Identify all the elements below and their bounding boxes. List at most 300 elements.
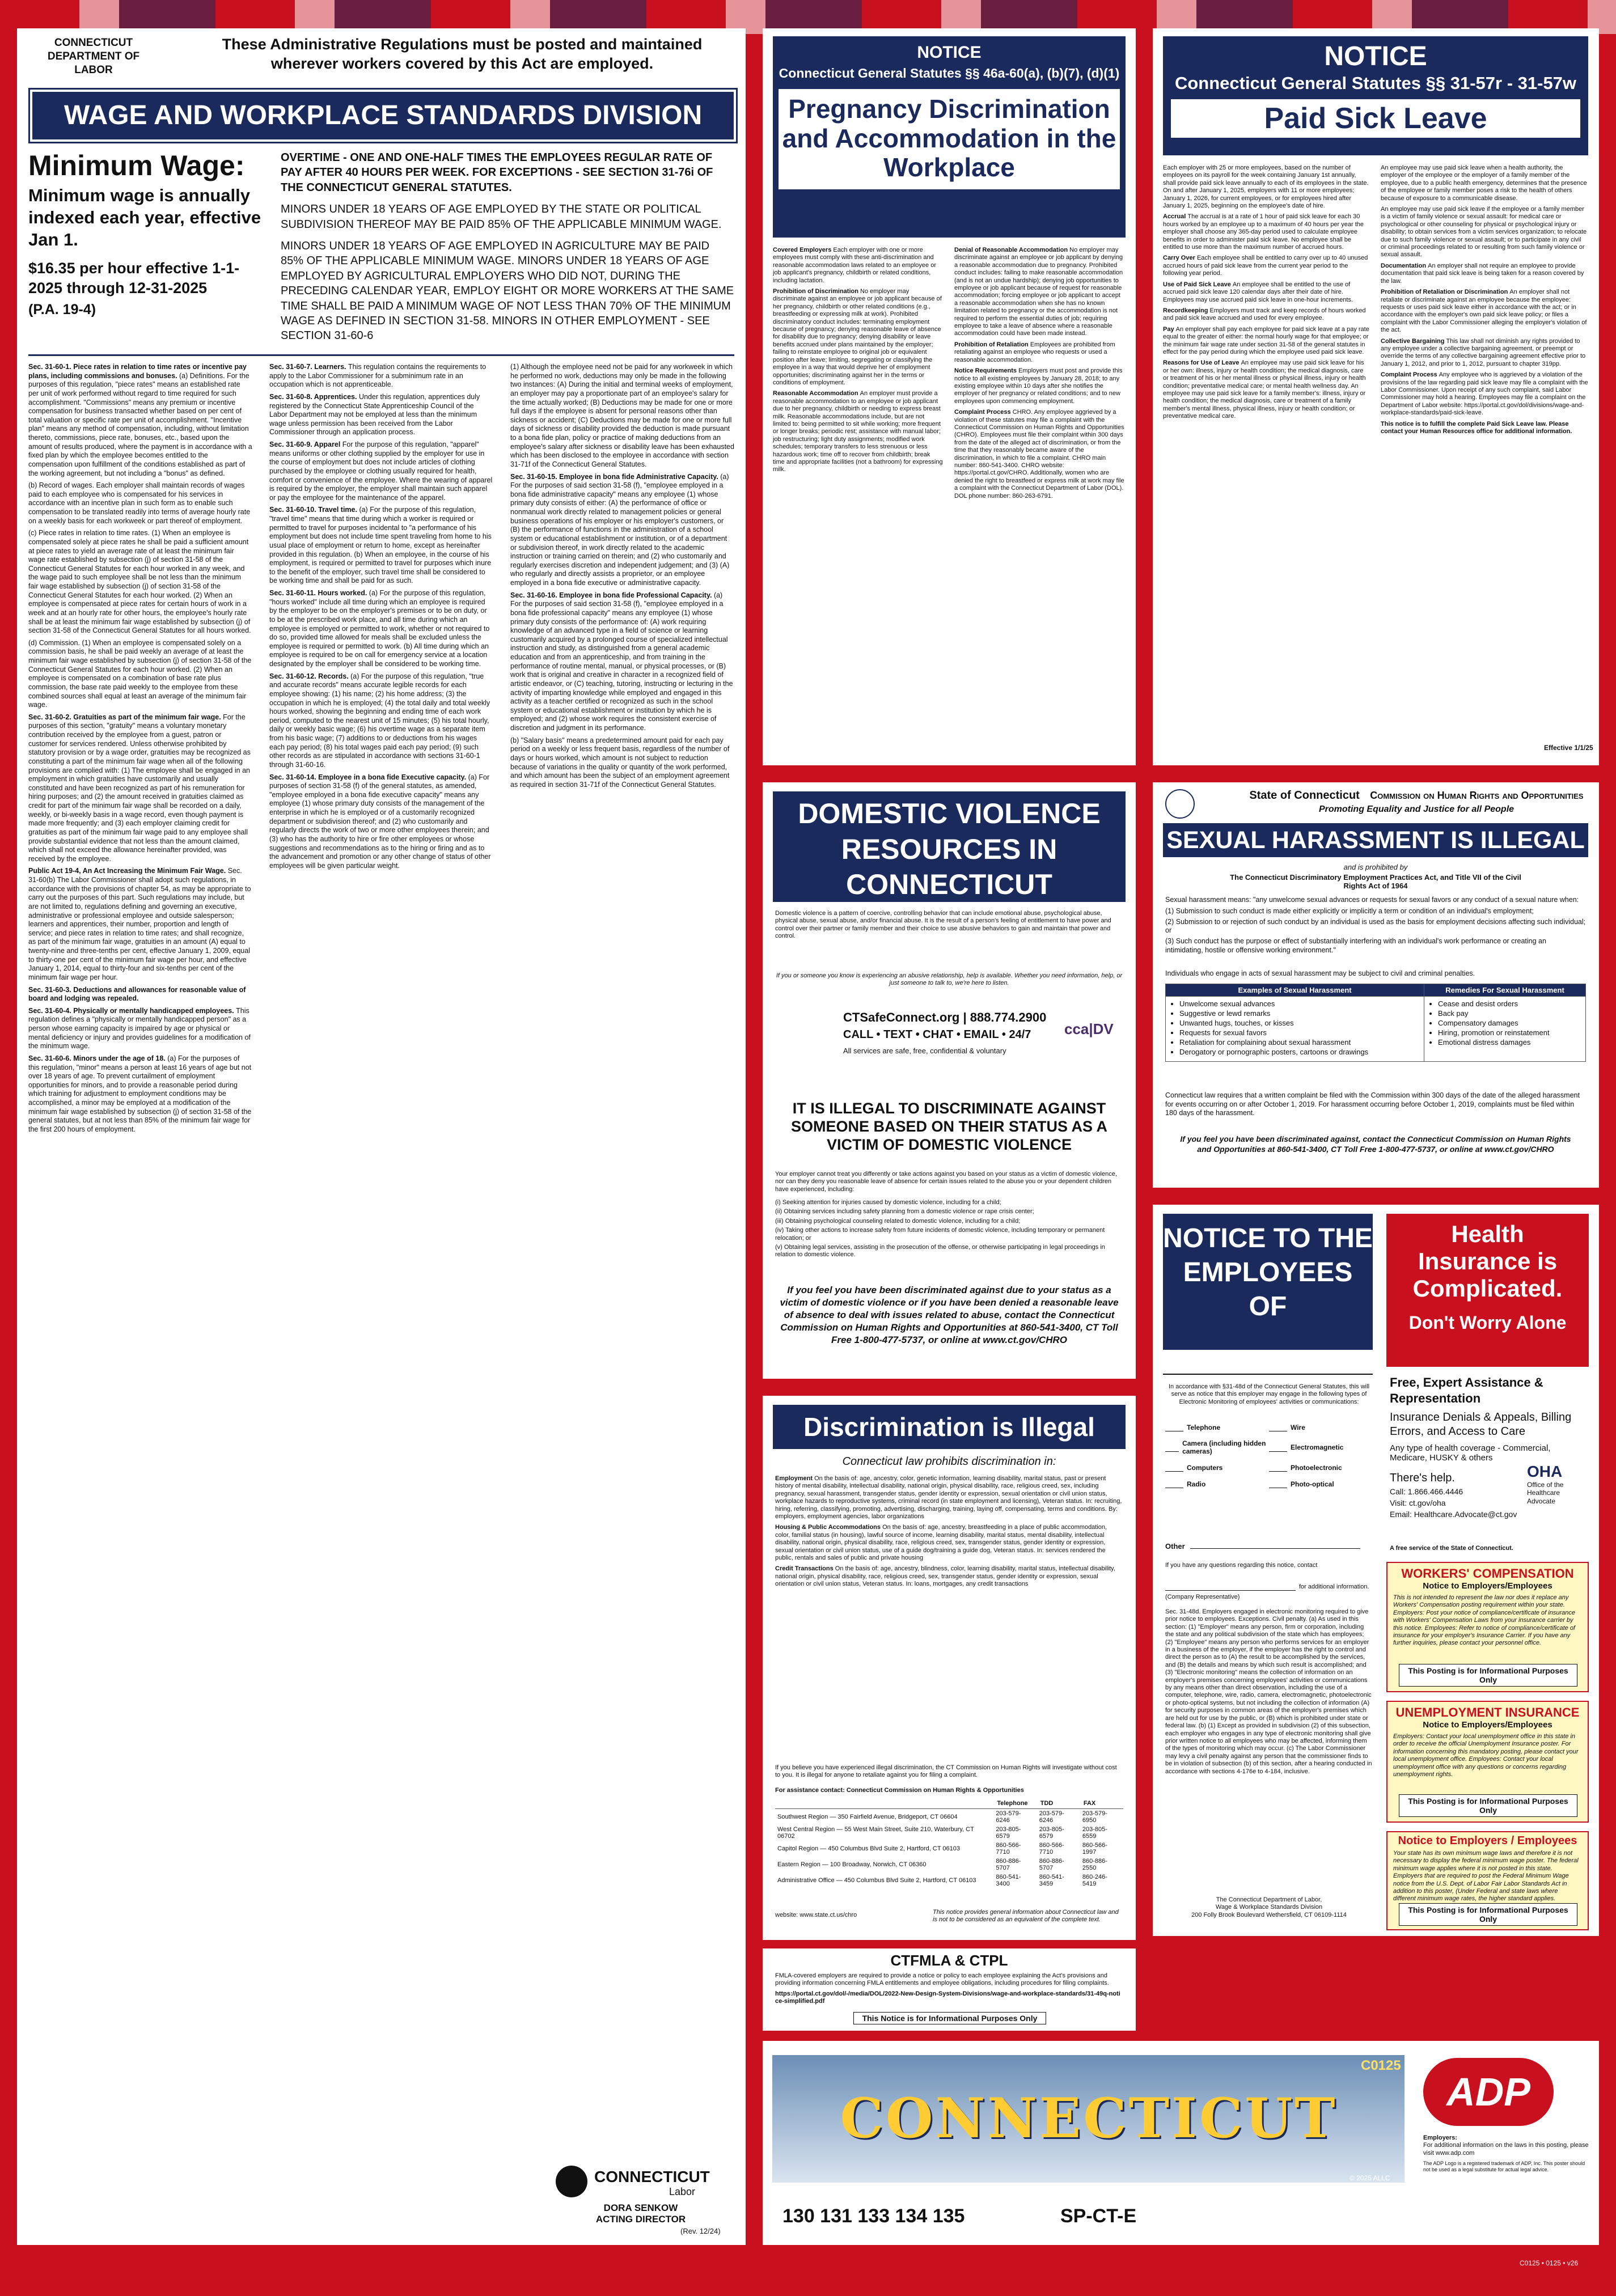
sh-example-item: • Retaliation for complaining about sexual harassment	[1179, 1038, 1420, 1047]
health-free-service: A free service of the State of Connecticut.	[1390, 1545, 1513, 1552]
section-heading: Sec. 31-60-14. Employee in a bona fide Executive capacity.	[269, 773, 468, 781]
disc-contact-label: For assistance contact: Connecticut Commission on Human Rights & Opportunities	[775, 1787, 1024, 1794]
ne-intro: In accordance with §31-48d of the Connecticut General Statutes, this will serve as notice that this employer may engage in the following types of Electronic Monitoring of employees' activities or communications:	[1168, 1383, 1370, 1405]
notice-employees-panel	[1153, 1205, 1599, 1936]
section-text: Employees are prohibited from retaliating against an employee who requests or used a reasonable accommodation.	[954, 341, 1115, 363]
sh-remedies-list	[1424, 997, 1586, 1062]
section-paragraph	[773, 390, 943, 473]
minors-text-1: MINORS UNDER 18 YEARS OF AGE EMPLOYED BY THE STATE OR POLITICAL SUBDIVISION THEREOF MAY BE PAID 85% OF THE APPLICABLE MINIMUM WAGE.	[281, 203, 722, 231]
disc-table-header: FAX	[1080, 1798, 1123, 1809]
disc-office-cell: 203-805-6579	[1039, 1826, 1064, 1840]
disc-office-cell: 860-886-5707	[996, 1858, 1021, 1871]
regs-col1	[28, 363, 252, 2234]
section-text: Under this regulation, apprentices duly registered by the Connecticut State Apprenticeship Council of the Labor Department may not be employed at less than the minimum wage unless permission has been received from the Labor Commissioner through an application process.	[269, 392, 480, 437]
section-heading: Prohibition of Retaliation or Discrimination	[1381, 289, 1510, 296]
section-heading: Sec. 31-60-1. Piece rates in relation to time rates or incentive pay plans, including commissions and bonuses.	[28, 363, 247, 380]
section-text: An employer must provide a reasonable accommodation to an employee or job applicant due to her pregnancy, childbirth or needing to express breast milk. Reasonable accommodations include, but are not limited to: being permitted to sit while working; more frequent or longer breaks; periodic rest; assistance with manual labor; job restructuring; light duty assignments; modified work schedules; temporary transfers to less strenuous or less hazardous work; time off to recover from childbirth; break time and appropriate facilities (not a bathroom) for expressing milk.	[773, 390, 943, 473]
disc-disclaimer: This notice provides general information about Connecticut law and is not to be considered as an equivalent of the complete text.	[933, 1909, 1119, 1924]
section-heading: Accrual	[1163, 213, 1188, 221]
dv-illegal-text: Your employer cannot treat you differently or take actions against you based on your status as a victim of domestic violence, nor can they deny you reasonable leave of absence for certain issues related to the abuse you or your dependent children have experienced, including:	[775, 1171, 1117, 1193]
section-paragraph	[28, 986, 252, 1003]
section-text: For the purpose of this regulation, "apparel" means uniforms or other clothing supplied by the employer for use in the course of employment but does not include articles of clothing purchased by the employee or clothing usually required for health, comfort or convenience of the employee. Where the wearing of apparel is required by the employer, the employer shall maintain such apparel or pay the employee for the maintenance of the apparel.	[269, 440, 493, 502]
section-paragraph	[269, 773, 493, 871]
dv-illegal-title: IT IS ILLEGAL TO DISCRIMINATE AGAINST SOMEONE BASED ON THEIR STATUS AS A VICTIM OF DOMESTIC VIOLENCE	[790, 1100, 1108, 1153]
section-paragraph	[510, 736, 734, 790]
footer-page-code: C0125 • 0125 • v26	[1520, 2259, 1579, 2267]
health-title-2: Insurance is	[1418, 1248, 1558, 1274]
section-paragraph	[775, 1565, 1123, 1588]
section-paragraph	[1163, 307, 1370, 323]
health-title-1: Health	[1451, 1221, 1524, 1247]
sh-remedy-item: • Back pay	[1438, 1009, 1582, 1018]
health-title-3: Complicated.	[1412, 1275, 1563, 1302]
section-text: On the basis of: age, ancestry, blindness, color, learning disability, marital status, intellectual disability, national origin, physical disability, race, religious creed, sex, transgender status, gender identity or expression, sexual orientation or civil union status, Veteran status. In: loans, mortgages, any credit transactions	[775, 1565, 1115, 1588]
section-heading: Sec. 31-60-2. Gratuities as part of the minimum fair wage.	[28, 713, 223, 721]
ne-questions: If you have any questions regarding this notice, contact	[1165, 1562, 1318, 1569]
sexual-harassment-panel	[1153, 782, 1599, 1188]
section-text: This law shall not diminish any rights provided to any employee under a collective bargaining agreement, or preempt or override the terms of any collective bargaining agreement effective prior to January 1, 2012, and prior to 1, 2012, pursuant to chapter 319pp.	[1381, 337, 1586, 367]
domestic-violence-panel	[763, 782, 1136, 1379]
section-heading: Credit Transactions	[775, 1565, 835, 1573]
director-name: DORA SENKOW	[603, 2202, 678, 2213]
workers-comp-box	[1386, 1562, 1589, 1692]
section-text: (a) For the purpose of this regulation, "travel time" means that time during which a worker is required or permitted to travel for purposes incidental to "a performance of his employment but does not include time spent traveling from home to his usual place of employment or return to home, except as hereinafter provided in this regulation. (b) When an employee, in the course of his employment, is required or permitted to travel for purposes which inure to the benefit of the employer, such travel time shall be considered to be working time and shall be paid for as such.	[269, 506, 492, 585]
dv-help: If you or someone you know is experiencing an abusive relationship, help is available. Whether you need information, help, or just someone to talk to, we're here to listen.	[776, 972, 1123, 987]
ne-agency-2: Wage & Workplace Standards Division	[1215, 1904, 1323, 1911]
ne-checkbox-line[interactable]	[1269, 1463, 1287, 1472]
sh-liability: Individuals who engage in acts of sexual harassment may be subject to civil and criminal penalties.	[1165, 969, 1475, 977]
section-paragraph	[28, 1007, 252, 1051]
section-paragraph	[773, 247, 943, 285]
section-heading: Sec. 31-60-6. Minors under the age of 18.	[28, 1054, 168, 1062]
ne-contact-line	[1165, 1590, 1296, 1591]
disc-office-cell: 203-579-6246	[1039, 1810, 1064, 1824]
regs-col2	[269, 363, 493, 2234]
dept-line2: DEPARTMENT OF LABOR	[47, 50, 140, 76]
oha-logo	[1527, 1463, 1589, 1505]
adp-logo-text: ADP	[1446, 2070, 1530, 2114]
pregnancy-right-col	[954, 247, 1126, 754]
minimum-wage-box	[28, 150, 266, 346]
section-heading: Sec. 31-60-4. Physically or mentally handicapped employees.	[28, 1006, 236, 1015]
health-visit: Visit: ct.gov/oha	[1390, 1498, 1446, 1507]
disc-office-row	[775, 1873, 1123, 1888]
dv-item: (ii) Obtaining services including safety planning from a domestic violence or rape crisis center;	[775, 1208, 1034, 1215]
dol-logo-icon	[556, 2166, 587, 2197]
ne-type-label: Camera (including hidden cameras)	[1182, 1439, 1266, 1455]
section-text: An employer shall pay each employee for paid sick leave at a pay rate equal to the greater of either: the normal hourly wage for that employee; or the minimum fair wage rate under section 31-58 of the general statutes in effect for the pay period during which the employee used paid sick leave.	[1163, 325, 1369, 355]
dol-logo-name: CONNECTICUT	[594, 2168, 710, 2185]
ct-seal-icon	[1165, 789, 1195, 819]
ne-other-line	[1190, 1548, 1360, 1549]
section-paragraph	[775, 1524, 1123, 1562]
section-text: Each employee shall be entitled to carry over up to 40 unused accrued hours of paid sick leave from the current year period to the following year period.	[1163, 255, 1368, 277]
section-text: Employers must track and keep records of hours worked and paid sick leave accrued and used for every employee.	[1163, 307, 1366, 322]
ne-type-label: Telephone	[1187, 1423, 1221, 1431]
section-text: (a) For the purposes of said section 31-58 (f), "employee employed in a bona fide administrative capacity" means any employee (1) whose primary duty consists of either: (A) the performance of office or nonmanual work directly related to management policies or general business operations of his employer or his employer's customers, or (B) the performance of functions in the administration of a school system or educational establishment or institution, or of a department or subdivision thereof, in work directly related to the academic instruction or training carried on therein; and (2) who customarily and regularly exercises discretion and independent judgement; and (3) (A) who regularly and directly assists a proprietor, or an employee employed in a bona fide executive or administrative capacity.	[510, 472, 730, 587]
section-paragraph	[1163, 164, 1370, 210]
dol-logo-sub: Labor	[669, 2186, 696, 2197]
sh-condition: (3) Such conduct has the purpose or effect of substantially interfering with an individual's work performance or creating an intimidating, hostile or offensive working environment."	[1165, 937, 1546, 954]
pregnancy-panel	[763, 28, 1136, 765]
nte-note: This Posting is for Informational Purposes Only	[1399, 1903, 1577, 1926]
ne-checkbox-line[interactable]	[1269, 1480, 1287, 1488]
sh-examples-header: Examples of Sexual Harassment	[1166, 984, 1424, 997]
sh-title: SEXUAL HARASSMENT IS ILLEGAL	[1163, 823, 1588, 857]
dv-title: DOMESTIC VIOLENCE RESOURCES IN CONNECTICUT	[773, 791, 1126, 902]
ui-text: Employers: Contact your local unemployment office in this state in order to receive the official Unemployment Insurance poster. For information concerning this mandatory posting, please contact your local unemployment office. Employees: Contact your local unemployment office with any questions or concerns regarding unemployment rights.	[1393, 1733, 1579, 1778]
section-text: (a) For the purposes of said section 31-58 (f), "employee employed in a bona fide professional capacity" means any employee (1) whose primary duty consists of the performance of: (A) work requiring knowledge of an advanced type in a field of science or learning customarily acquired by a prolonged course of specialized intellectual instruction and study, as distinguished from a general academic education and from an apprenticeship, and from training in the performance of routine mental, manual, or physical processes, or (B) work that is original and creative in character in a recognized field of artistic endeavor, or (C) teaching, tutoring, instructing or lecturing in the activity of imparting knowledge while employed and engaged in this activity as a teacher certified or recognized as such in the school system or educational establishment or institution by which he is employed; and (2) whose work requires the consistent exercise of discretion and judgment in its performance.	[510, 591, 733, 732]
dv-item: (i) Seeking attention for injuries caused by domestic violence, including for a child;	[775, 1199, 1001, 1206]
ne-title: NOTICE TO THE EMPLOYEES OF	[1163, 1214, 1373, 1350]
sh-contact: If you feel you have been discriminated against, contact the Connecticut Commission on Human Rights and Opportunities at 860-541-3400, CT Toll Free 1-800-477-5737, or online at www.ct.gov/CHRO	[1180, 1134, 1571, 1154]
disc-table-header: TDD	[1037, 1798, 1080, 1809]
sh-remedy-item: • Compensatory damages	[1438, 1019, 1582, 1027]
disc-subtitle: Connecticut law prohibits discrimination in:	[842, 1455, 1056, 1468]
health-types: Any type of health coverage - Commercial, Medicare, HUSKY & others	[1390, 1443, 1551, 1463]
pregnancy-statutes: Connecticut General Statutes §§ 46a-60(a), (b)(7), (d)(1)	[779, 66, 1120, 81]
pregnancy-header	[773, 36, 1126, 238]
section-text: This regulation contains the requirements to apply to the Labor Commissioner for a subminimum rate in an occupation which is not apprenticeable.	[269, 363, 487, 389]
section-heading: Sec. 31-60-3. Deductions and allowances for reasonable value of board and lodging was repealed.	[28, 985, 246, 1003]
section-text: On the basis of: age, ancestry, breastfeeding in a place of public accommodation, color, familial status (in housing), lawful source of income, learning disability, marital status, mental disability, intellectual disability, national origin, physical disability, race, religious creed, sex, transgender status, gender identity or expression, sexual orientation or civil union status, use of a guide dog/training a guide dog, Veteran status. In: services rendered the public, rentals and sales of public and private housing	[775, 1524, 1107, 1562]
director-title: ACTING DIRECTOR	[595, 2214, 686, 2225]
section-text: (b) "Salary basis" means a predetermined amount paid for each pay period on a weekly or less frequent basis, regardless of the number of days or hours worked, which amount is not subject to reduction because of variations in the quality or quantity of the work performed, and which amount has been the subject of an employment agreement as required in section 31-71f of the Connecticut General Statutes.	[510, 736, 730, 789]
sh-remedies-header: Remedies For Sexual Harassment	[1424, 984, 1586, 997]
admin-line1: These Administrative Regulations must be posted and maintained	[222, 36, 703, 53]
section-heading: Sec. 31-60-11. Hours worked.	[269, 589, 369, 597]
ne-type-label: Photo-optical	[1291, 1480, 1334, 1488]
sh-example-item: • Unwanted hugs, touches, or kisses	[1179, 1019, 1420, 1027]
section-paragraph	[1381, 371, 1588, 417]
ne-checkbox-line[interactable]	[1269, 1443, 1287, 1452]
section-heading: Complaint Process	[954, 409, 1013, 416]
section-text: Sec. 31-60(b) The Labor Commissioner shall adopt such regulations, in accordance with the provisions of chapter 54, as may be appropriate to carry out the purposes of this part. Such regulations may include, but are not limited to, regulations defining and governing an executive, administrative or professional employee and outside salesperson; learners and apprentices, their number, proportion and length of service; and piece rates in relation to time rates; and shall recognize, as part of the minimum fair wage, gratuities in an amount (A) equal to twenty-nine and three-tenths per cent, effective January 1, 2009, equal to thirty-one per cent of the minimum fair wage per hour, and effective January 1, 2014, equal to thirty-four and six-tenths per cent of the minimum fair wage per hour.	[28, 867, 251, 981]
paid-sick-panel	[1153, 28, 1599, 765]
regs-col3	[510, 363, 734, 2154]
ne-checkbox-line[interactable]	[1165, 1423, 1183, 1431]
min-wage-subtitle: Minimum wage is annually indexed each year, effective Jan 1.	[28, 185, 261, 249]
sh-conditions	[1165, 907, 1586, 956]
sh-condition: (2) Submission to or rejection of such conduct by an individual is used as the basis for employment decisions affecting such individual; or	[1165, 917, 1586, 935]
ui-title: UNEMPLOYMENT INSURANCE	[1395, 1705, 1580, 1719]
sh-definition: Sexual harassment means: "any unwelcome sexual advances or requests for sexual favors or any conduct of a sexual nature when:	[1165, 896, 1579, 904]
footer-state: CONNECTICUT	[840, 2086, 1338, 2150]
section-text: (d) Commission. (1) When an employee is compensated solely on a commission basis, he shall be paid weekly an average of at least the minimum fair wage established by subsection (j) of section 31-58 of the Connecticut General Statutes for each hour worked. (2) When an employee is compensated on a combination of base rate plus commission, the base rate paid weekly to the employee from these combined sources shall equal at least an average of the minimum fair wage.	[28, 638, 252, 709]
section-heading: Sec. 31-60-15. Employee in bona fide Administrative Capacity.	[510, 472, 721, 481]
min-wage-pa: (P.A. 19-4)	[28, 302, 96, 318]
dv-item: (iv) Taking other actions to increase safety from future incidents of domestic violence, including temporary or permanent relocation; or	[775, 1227, 1105, 1242]
wage-panel	[17, 28, 746, 2245]
overtime-box	[281, 150, 734, 344]
disc-office-cell: West Central Region — 55 West Main Street, Suite 210, Waterbury, CT 06702	[777, 1826, 974, 1840]
section-paragraph	[1381, 338, 1588, 368]
section-text: This regulation defines a "physically or mentally handicapped person" as a person whose earning capacity is impaired by age or physical or mental deficiency or injury and provides guidelines for a modification of the minimum wage.	[28, 1006, 251, 1050]
section-heading: Prohibition of Discrimination	[773, 288, 860, 295]
dv-contact: If you feel you have been discriminated against due to your status as a victim of domestic violence or if you have been denied a reasonable leave of absence to deal with issues related to abuse, contact the Connecticut Commission on Human Rights and Opportunities at 860-541-3400, CT Toll Free 1-800-477-5737, or online at www.ct.gov/CHRO	[780, 1285, 1119, 1346]
revision-date: (Rev. 12/24)	[680, 2227, 721, 2235]
ne-agency-1: The Connecticut Department of Labor,	[1216, 1896, 1322, 1903]
ne-type-label: Photoelectronic	[1291, 1463, 1342, 1472]
min-wage-title: Minimum Wage:	[28, 150, 245, 181]
sh-condition: (1) Submission to such conduct is made either explicitly or implicitly a term or condition of an individual's employment;	[1165, 907, 1534, 915]
paid-sick-right-col	[1381, 164, 1588, 731]
section-paragraph	[510, 363, 734, 469]
section-paragraph	[1381, 206, 1588, 259]
section-heading: Sec. 31-60-9. Apparel	[269, 440, 342, 448]
section-heading: Reasonable Accommodation	[773, 390, 860, 397]
paid-sick-effective: Effective 1/1/25	[1544, 744, 1593, 752]
section-heading: Use of Paid Sick Leave	[1163, 281, 1233, 288]
section-paragraph	[954, 367, 1126, 405]
section-paragraph	[954, 247, 1126, 338]
dv-services: All services are safe, free, confidential & voluntary	[843, 1047, 1006, 1055]
section-paragraph	[954, 409, 1126, 500]
sh-example-item: • Suggestive or lewd remarks	[1179, 1009, 1420, 1018]
section-heading: Documentation	[1381, 262, 1428, 269]
section-text: An employee may use paid sick leave if the employee or a family member is a victim of family violence or sexual assault: for medical care or psychological or other counseling for physical or psychological injury or disability; to obtain services from a victim services organization; to relocate due to such family violence or sexual assault; or to participate in any civil or criminal proceedings related to or resulting from such family violence or sexual assault.	[1381, 206, 1587, 259]
wc-sub: Notice to Employers/Employees	[1423, 1581, 1552, 1591]
disc-office-cell: 860-541-3400	[996, 1874, 1021, 1887]
section-heading: Housing & Public Accommodations	[775, 1524, 883, 1531]
sh-remedy-item: • Emotional distress damages	[1438, 1038, 1582, 1047]
section-paragraph	[28, 481, 252, 526]
ne-type-label: Radio	[1187, 1480, 1206, 1488]
section-text: CHRO. Any employee aggrieved by a violation of these statutes may file a complaint with the Connecticut Commission on Human Rights and Opportunities (CHRO). Employees must file their complaint within 300 days from the date of the alleged act of discrimination, or from the time that they reasonably became aware of the discrimination, in which to file a complaint. CHRO main number: 860-541-3400. CHRO website: https://portal.ct.gov/CHRO. Additionally, women who are denied the right to breastfeed or express milk at work may file a complaint with the Connecticut Department of Labor (DOL). DOL phone number: 860-263-6791.	[954, 409, 1124, 499]
disc-office-row	[775, 1825, 1123, 1841]
section-paragraph	[510, 473, 734, 588]
section-paragraph	[1381, 262, 1588, 285]
notice-employers-box	[1386, 1831, 1589, 1930]
section-text: (c) Piece rates in relation to time rates. (1) When an employee is compensated solely at piece rates he shall be paid a sufficient amount at piece rates to yield an average rate of at least the minimum fair wage rate established by subsection (j) of section 31-58 of the Connecticut General Statutes for each hour worked in any week, and the wage paid to such employee shall be not less than the minimum fair wage established by subsection (j) of section 31-58 of the Connecticut General Statutes for each hour worked. (2) When an employee is compensated at piece rates for certain hours of work in a week and at an hourly rate for other hours, the employee's hourly rate shall be at least the minimum fair wage established by subsection (j) of section 31-58 of the Connecticut General Statutes for all hours worked.	[28, 529, 251, 635]
disc-office-cell: 860-246-5419	[1082, 1874, 1107, 1887]
sh-prohibited: and is prohibited by	[1343, 863, 1408, 871]
adp-employers: Employers:	[1423, 2134, 1457, 2141]
sh-state: State of Connecticut	[1249, 789, 1360, 802]
sh-remedy-item: • Cease and desist orders	[1438, 999, 1582, 1008]
dv-intro: Domestic violence is a pattern of coercive, controlling behavior that can include emotional abuse, psychological abuse, physical abuse, sexual abuse, and/or financial abuse. It is the result of a person's feeling of entitlement to have power and control over their partner or family member and their choice to use abusive behaviors to gain and maintain that power and control.	[775, 910, 1111, 940]
dv-item: (iii) Obtaining psychological counseling related to domestic violence, including for a child;	[775, 1217, 1021, 1225]
disc-office-cell: Eastern Region — 100 Broadway, Norwich, CT 06360	[777, 1861, 927, 1868]
section-heading: Notice Requirements	[954, 367, 1019, 375]
disc-website: website: www.state.ct.us/chro	[775, 1912, 857, 1918]
section-paragraph	[1381, 289, 1588, 334]
ui-note: This Posting is for Informational Purposes Only	[1399, 1794, 1577, 1817]
sh-examples-list	[1166, 997, 1424, 1062]
nte-text: Your state has its own minimum wage laws and therefore it is not necessary to display the federal minimum wage poster. The federal minimum wage applies where it is not posted in this state. Employers that are required to post the Federal Minimum Wage notice from the U.S. Dept. of Labor Fair Labor Standards Act in addition to this poster, (Under Federal and state laws where different minimum wage rates, the higher standard applies.	[1393, 1850, 1579, 1903]
ne-rep: (Company Representative)	[1165, 1594, 1240, 1600]
wc-text: This is not intended to represent the law nor does it replace any Workers' Compensation posting requirement within your state. Employers: Post your notice of compliance/certificate of insurance with Workers' Compensation Laws from your insurance carrier by this notice. Employees: Refer to notice of compliance/certificate of insurance for your employer's Insurance Carrier. If you have any further inquiries, please contact your personnel office.	[1393, 1594, 1575, 1647]
disc-office-row	[775, 1841, 1123, 1857]
section-text: (a) For the purposes of this regulation, "minor" means a person at least 16 years of age but not over 18 years of age. To prevent curtailment of employment opportunities for minors, and to provide a reasonable period during which training for adjustment to employment conditions may be accomplished, a minor may be employed at a modification of the minimum fair wage established by subsection (j) of section 31-58 of the general statutes, but at not less than 85% of the minimum fair wage for the first 200 hours of employment.	[28, 1054, 252, 1133]
disc-office-cell: 860-541-3459	[1039, 1874, 1064, 1887]
ctfmla-panel	[763, 1948, 1136, 2031]
admin-line2: wherever workers covered by this Act are employed.	[270, 54, 654, 72]
ne-agency-3: 200 Folly Brook Boulevard Wethersfield, CT 06109-1114	[1191, 1911, 1347, 1918]
nte-title: Notice to Employers / Employees	[1398, 1835, 1577, 1847]
footer-code: C0125	[1361, 2058, 1401, 2073]
disc-sections	[775, 1475, 1123, 1759]
dept-line1: CONNECTICUT	[54, 37, 133, 49]
sh-example-item: • Derogatory or pornographic posters, cartoons or drawings	[1179, 1048, 1420, 1056]
section-text: Employers must post and provide this notice to all existing employees by January 28, 2018; to any existing employee within 10 days after she notifies the employer of her pregnancy or related conditions; and to new employees upon commencing employment.	[954, 367, 1123, 405]
oha-logo-text: OHA	[1527, 1463, 1563, 1480]
health-services: Insurance Denials & Appeals, Billing Errors, and Access to Care	[1390, 1411, 1572, 1438]
paid-sick-title: Paid Sick Leave	[1171, 99, 1580, 138]
section-text: An employee may use paid sick leave when a health authority, the employer of the employee or the employer of a family member of the employee, due to a public health emergency, determines that the presence of the employee or family member poses a risk to the health of others because of exposure to a communicable disease.	[1381, 164, 1587, 202]
unemployment-box	[1386, 1701, 1589, 1823]
ctfmla-text: FMLA-covered employers are required to provide a notice or policy to each employee explaining the Act's provisions and providing information concerning FMLA entitlements and employee obligations, including procedures for filing complaints.	[775, 1972, 1109, 1987]
section-text: An employee may use paid sick leave for his or her own: illness, injury or health condition; the medical diagnosis, care or treatment of his or her mental illness or physical illness, injury or health condition; preventative medical care; or mental health wellness day. An employee may use paid sick leave for a family member's: illness, injury or health condition; the medical diagnosis, care or treatment of a family member's mental illness, physical illness, injury or health condition; or preventative medical care.	[1163, 359, 1366, 420]
ne-type-label: Electromagnetic	[1291, 1443, 1344, 1451]
minors-text-2: MINORS UNDER 18 YEARS OF AGE EMPLOYED IN AGRICULTURE MAY BE PAID 85% OF THE APPLICABLE MINIMUM WAGE. MINORS UNDER 18 YEARS OF AGE EMPLOYED BY AGRICULTURAL EMPLOYERS WHO DID NOT, DURING THE PRECEDING CALENDAR YEAR, EMPLOY EIGHT OR MORE WORKERS AT THE SAME TIME SHALL BE PAID A MINIMUM WAGE OF NOT LESS THAN 70% OF THE MINIMUM WAGE AS DEFINED IN SECTION 31-58. MINORS IN OTHER EMPLOYMENT - SEE SECTION 31-60-6	[281, 239, 734, 342]
footer-sku: SP-CT-E	[1060, 2205, 1137, 2227]
section-paragraph	[269, 672, 493, 770]
section-paragraph	[28, 713, 252, 864]
section-text: Each employer with one or more employees must comply with these anti-discrimination and reasonable accommodation laws related to an employee or job applicant's pregnancy, childbirth or related conditions, including lactation.	[773, 247, 936, 284]
ne-type-label: Computers	[1187, 1463, 1223, 1472]
section-text: No employer may discriminate against an employee or job applicant because of her pregnancy, childbirth or other related conditions (e.g., breastfeeding or expressing milk at work). Prohibited discriminatory conduct includes: terminating employment because of pregnancy; denying reasonable leave of absence for disability due to pregnancy; denying disability or leave benefits accrued under plans maintained by the employer; failing to reinstate employee to original job or equivalent position after leave; limiting, segregating or classifying the employee in a way that would deprive her of employment opportunities; discriminating against her in the terms or conditions of employment.	[773, 288, 942, 386]
sh-acts: The Connecticut Discriminatory Employment Practices Act, and Title VII of the Civil Rights Act of 1964	[1230, 873, 1521, 890]
sh-complaint: Connecticut law requires that a written complaint be filed with the Commission within 300 days of the date of the alleged harassment for events occurring on or after October 1, 2019. For harassment occurring before October 1, 2019, complaints must be filed within 180 days of the harassment.	[1165, 1091, 1580, 1117]
section-text: (1) Although the employee need not be paid for any workweek in which he performed no work, deductions may only be made in the following two instances: (A) During the initial and terminal weeks of employment, an employer may pay a proportionate part of an employee's salary for the time actually worked; (B) Deductions may be made for one or more full days if the employee is absent for personal reasons other than sickness or accident; (C) Deductions may be made for one or more full days of sickness or disability provided the deduction is made pursuant to a bona fide plan, policy or practice of making deductions from an employee's salary after sickness or disability leave has been exhausted which has been disclosed to the employee in accordance with section 31-71f of the Connecticut General Statutes.	[510, 363, 734, 468]
section-paragraph	[1163, 326, 1370, 357]
ne-text: Sec. 31-48d. Employers engaged in electronic monitoring required to give prior notice to employees. Exceptions. Civil penalty. (a) As used in this section: (1) "Employer" means any person, firm or corporation, including the state and any political subdivision of the state which has employees; (2) "Employee" means any person who performs services for an employer in a business of the employer, if the employer has the right to control and direct the person as to (A) the result to be accomplished by the services, and (B) the details and means by which such result is accomplished; and (3) "Electronic monitoring" means the collection of information on an employer's premises concerning employees' activities or communications by any means other than direct observation, including the use of a computer, telephone, wire, radio, camera, electromagnetic, photoelectronic or photo-optical systems, but not including the collection of information (A) for security purposes in common areas of the employer's premises which are held out for use by the public, or (B) which is prohibited under state or federal law. (b) (1) Except as provided in subdivision (2) of this subsection, each employer who engages in any type of electronic monitoring shall give prior written notice to all employees who may be affected, informing them of the types of monitoring which may occur. (c) The Labor Commissioner may levy a civil penalty against any person that the commissioner finds to be in violation of subsection (b) of this section, after a hearing conducted in accordance with sections 4-176e to 4-184, inclusive.	[1165, 1608, 1372, 1775]
adp-logo	[1423, 2058, 1554, 2126]
section-heading: Sec. 31-60-16. Employee in bona fide Professional Capacity.	[510, 591, 714, 599]
section-paragraph	[1163, 281, 1370, 304]
paid-sick-footer: This notice is to fulfill the complete Paid Sick Leave law. Please contact your Human Resources office for additional information.	[1381, 420, 1572, 435]
section-text: (b) Record of wages. Each employer shall maintain records of wages paid to each employee who is compensated for his services in accordance with an incentive plan in such form as to enable such compensation to be translated readily into terms of average hourly rate on a weekly basis for each workweek or part thereof of employment.	[28, 481, 251, 525]
section-text: An employee shall be entitled to the use of accrued paid sick leave 120 calendar days after their date of hire. Employees may use accrued paid sick leave in one-hour increments.	[1163, 281, 1353, 303]
section-text: (a) For the purpose of this regulation, "true and accurate records" means accurate legible records for each employee showing: (1) his name; (2) his home address; (3) the occupation in which he is employed; (4) the total daily and total weekly hours worked, showing the beginning and ending time of each work period, computed to the nearest unit of 15 minutes; (5) his total hourly, daily or weekly basic wage; (6) his overtime wage as a separate item from his basic wage; (7) additions to or deductions from his wages each pay period; (8) his total wages paid each pay period; (9) such other records as are stipulated in accordance with sections 31-60-1 through 31-60-16.	[269, 672, 490, 769]
paid-sick-header	[1163, 36, 1588, 155]
section-text: Any employee who is aggrieved by a violation of the provisions of the law regarding paid sick leave may file a complaint with the Labor Commissioner. Upon receipt of any such complaint, said Labor Commissioner may hold a hearing. Employees may file a complaint on the Department of Labor website: https://portal.ct.gov/dol/divisions/wage-and-workplace-standards/paid-sick-leave.	[1381, 371, 1588, 417]
dv-channels: CALL • TEXT • CHAT • EMAIL • 24/7	[843, 1028, 1031, 1041]
section-paragraph	[28, 363, 252, 478]
disc-office-cell: 203-579-6246	[996, 1810, 1021, 1824]
ctfmla-title: CTFMLA & CTPL	[890, 1952, 1008, 1969]
min-wage-rate: $16.35 per hour effective 1-1-2025 through 12-31-2025	[28, 260, 240, 297]
section-heading: Pay	[1163, 325, 1176, 333]
section-text: (a) For purposes of section 31-58 (f) of the general statutes, as amended, "employee employed in a bona fide executive capacity" means any employee (1) whose primary duty consists of the management of the enterprise in which he is employed or of a customarily recognized department or subdivision thereof; and (2) who customarily and regularly directs the work of two or more other employees therein; and (3) who has the authority to hire or fire other employees or whose suggestions and recommendations as to the hiring or firing and as to the advancement and promotion or any other change of status of other employees will be given particular weight.	[269, 773, 491, 870]
section-heading: Sec. 31-60-7. Learners.	[269, 363, 348, 371]
disc-office-cell: 860-886-2550	[1082, 1858, 1107, 1871]
health-free: Free, Expert Assistance & Representation	[1390, 1375, 1543, 1405]
ne-type-label: Wire	[1291, 1423, 1305, 1431]
section-heading: Sec. 31-60-8. Apprentices.	[269, 392, 359, 401]
disc-office-row	[775, 1809, 1123, 1825]
adp-text: For additional information on the laws in this posting, please visit www.adp.com	[1423, 2142, 1589, 2157]
dv-hotline: CTSafeConnect.org | 888.774.2900	[843, 1010, 1047, 1024]
disc-assist: If you believe you have experienced illegal discrimination, the CT Commission on Human Rights will investigate without cost to you. It is illegal for anyone to retaliate against you for filing a complaint.	[775, 1764, 1117, 1779]
pregnancy-title: Pregnancy Discrimination and Accommodation in the Workplace	[779, 89, 1120, 189]
ne-checkbox-line[interactable]	[1165, 1480, 1183, 1488]
division-banner: WAGE AND WORKPLACE STANDARDS DIVISION	[28, 88, 738, 143]
health-tag: Don't Worry Alone	[1408, 1312, 1567, 1333]
disc-office-cell: 203-805-6579	[996, 1826, 1021, 1840]
discrimination-panel	[763, 1396, 1136, 1940]
disc-office-cell: 203-579-6950	[1082, 1810, 1107, 1824]
section-heading: Complaint Process	[1381, 371, 1439, 379]
footer-copyright: © 2025 ALLC	[1350, 2174, 1390, 2182]
section-heading: Prohibition of Retaliation	[954, 341, 1030, 348]
section-paragraph	[775, 1475, 1123, 1520]
wc-note: This Posting is for Informational Purposes Only	[1399, 1664, 1577, 1687]
section-heading: Covered Employers	[773, 247, 834, 253]
section-paragraph	[28, 1054, 252, 1134]
sh-motto: Promoting Equality and Justice for all People	[1318, 804, 1515, 814]
section-text: On the basis of: age, ancestry, color, genetic information, learning disability, marital status, past or present history of mental disability, intellectual disability, national origin, physical disability, race, religious creed, sex, including pregnancy, sexual harassment, transgender status, gender identity or expression, sexual orientation or civil union status, workplace hazards to reproductive systems, criminal record (in state employment and licensing), Veteran status. In: recruiting, hiring, referring, classifying, promoting, advertising, discharging, training, laying off, compensating, terms and conditions. By: employers, employment agencies, labor organizations	[775, 1475, 1122, 1520]
ne-checkbox-line[interactable]	[1165, 1443, 1179, 1452]
ne-additional: for additional information.	[1299, 1583, 1369, 1590]
section-heading: Collective Bargaining	[1381, 337, 1446, 345]
section-paragraph	[1381, 164, 1588, 202]
ctfmla-note: This Notice is for Informational Purposes Only	[853, 2012, 1046, 2024]
section-paragraph	[510, 591, 734, 733]
health-box	[1386, 1214, 1589, 1367]
section-paragraph	[1163, 359, 1370, 420]
section-paragraph	[1163, 255, 1370, 277]
section-text: Each employer with 25 or more employees, based on the number of employees on its payroll for the week containing January 1st annually, shall provide paid sick leave annually to each of its employees in the state. On and after January 1, 2025, employers with 11 or more employees; January 1, 2026, for current employees, or for employees hired after January 1, 2025, beginning on the employee's date of hire.	[1163, 164, 1369, 210]
section-text: An employer shall not retaliate or discriminate against an employee because the employee: requests or uses paid sick leave either in accordance with the act; or in accordance with the employer's own paid sick leave policy; or files a complaint with the Labor Commissioner alleging the employer's violation of the act.	[1381, 289, 1587, 334]
section-paragraph	[269, 589, 493, 669]
section-text: (a) For the purpose of this regulation, "hours worked" include all time during which an employee is required by the employer to be on the employer's premises or to be on duty, or to be at the prescribed work place, and all time during which an employee is employed or permitted to work, whether or not required to do so, provided time allowed for meals shall be excluded unless the employee is required or permitted to work. (b) All time during which an employee is required to be on call for emergency service at a location designated by the employer shall be considered to be working time.	[269, 589, 490, 668]
wc-title: WORKERS' COMPENSATION	[1401, 1566, 1574, 1581]
disc-table-header: Telephone	[993, 1798, 1037, 1809]
ctfmla-url: https://portal.ct.gov/dol/-/media/DOL/2022-New-Design-System-Divisions/wage-and-workplace-standards/31-49q-notice-simplified.pdf	[775, 1990, 1120, 2005]
section-text: For the purposes of this section, "gratuity" means a voluntary monetary contribution received by the employee from a guest, patron or customer for services rendered. Unless otherwise prohibited by statutory provision or by a wage order, gratuities may be recognized as constituting a part of the minimum fair wage when all of the following provisions are complied with: (1) The employee shall be engaged in an employment in which gratuities have customarily and usually constituted and have been recognized as part of his remuneration for hiring purposes; and (2) the amount received in gratuities claimed as credit for part of the minimum fair wage shall be recorded on a daily, weekly, or bi-weekly basis in a wage record, even though payment is made more frequently; and (3) each employer claiming credit for gratuities as part of the minimum fair wage paid to any employee shall provide substantial evidence that not less than the amount claimed, which shall not exceed the allowance hereinafter provided, was received by the employee.	[28, 713, 251, 863]
sh-table	[1165, 984, 1586, 1062]
footer-numbers: 130 131 133 134 135	[782, 2205, 965, 2227]
ui-sub: Notice to Employers/Employees	[1423, 1720, 1552, 1730]
ne-title-blank	[1163, 1353, 1373, 1375]
disc-office-cell: 860-566-1997	[1082, 1842, 1107, 1856]
dv-hotline-box	[775, 998, 1123, 1074]
section-paragraph	[269, 440, 493, 502]
dv-items	[775, 1199, 1123, 1261]
section-paragraph	[269, 363, 493, 389]
disc-table-header	[775, 1798, 993, 1809]
section-paragraph	[28, 867, 252, 982]
section-paragraph	[269, 393, 493, 437]
disc-office-cell: Southwest Region — 350 Fairfield Avenue, Bridgeport, CT 06604	[777, 1814, 958, 1820]
sh-example-item: • Unwelcome sexual advances	[1179, 999, 1420, 1008]
paid-sick-statutes: Connecticut General Statutes §§ 31-57r - 31-57w	[1174, 73, 1577, 93]
section-heading: Public Act 19-4, An Act Increasing the Minimum Fair Wage.	[28, 867, 228, 875]
section-paragraph	[773, 288, 943, 387]
disc-office-cell: 203-805-6559	[1082, 1826, 1107, 1840]
disc-office-cell: 860-886-5707	[1039, 1858, 1064, 1871]
pregnancy-left-col	[773, 247, 943, 754]
disc-office-cell: 860-566-7710	[996, 1842, 1021, 1856]
overtime-text: OVERTIME - ONE AND ONE-HALF TIMES THE EMPLOYEES REGULAR RATE OF PAY AFTER 40 HOURS PER WEEK. FOR EXCEPTIONS - SEE SECTION 31-76i OF THE CONNECTICUT GENERAL STATUTES.	[281, 151, 713, 194]
section-heading: Denial of Reasonable Accommodation	[954, 247, 1070, 253]
adp-trademark: The ADP Logo is a registered trademark of ADP, Inc. This poster should not be used as a legal substitute for actual legal advice.	[1423, 2161, 1585, 2173]
section-heading: Reasons for Use of Leave	[1163, 359, 1241, 367]
health-email: Email: Healthcare.Advocate@ct.gov	[1390, 1510, 1517, 1519]
health-here: There's help.	[1390, 1472, 1455, 1484]
section-paragraph	[1163, 213, 1370, 251]
cca-logo: cca|DV	[1064, 1020, 1114, 1037]
section-text: (a) Definitions. For the purposes of this regulation, "piece rates" means an established rate per unit of work performed without regard to time required for such accomplishment. "Commissions" means any premium or incentive compensation for business transacted whether based on per cent of total valuation or specific rate per unit of accomplishment. "Incentive plan" means any method of compensation, including, without limitation thereto, commissions, piece rate, bonuses, etc., based upon the amount of results produced, where the payment is in accordance with a fixed plan by which the employee becomes entitled to the compensation upon fulfillment of the conditions established as part of the working agreement, but not including a "bonus" as defined.	[28, 371, 252, 477]
ne-checkbox-line[interactable]	[1165, 1463, 1183, 1472]
sh-remedy-item: • Hiring, promotion or reinstatement	[1438, 1028, 1582, 1037]
section-heading: Employment	[775, 1475, 815, 1482]
disc-office-cell: Capitol Region — 450 Columbus Blvd Suite 2, Hartford, CT 06103	[777, 1845, 961, 1852]
ne-checkbox-line[interactable]	[1269, 1423, 1287, 1431]
section-heading: Sec. 31-60-12. Records.	[269, 672, 351, 680]
